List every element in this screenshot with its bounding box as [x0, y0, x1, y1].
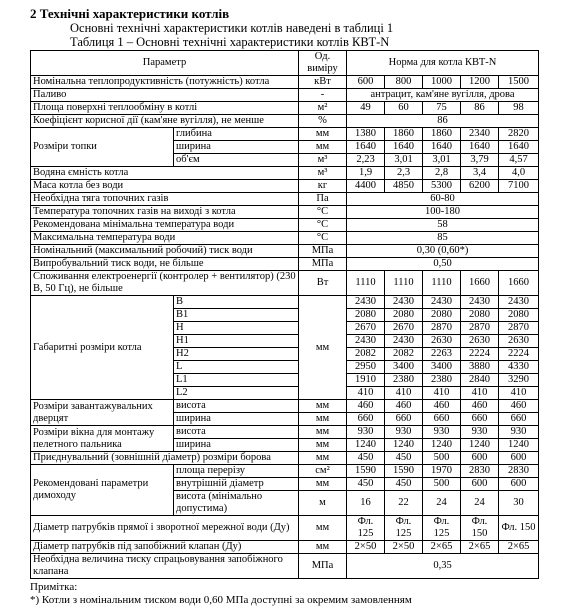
table-cell: 2430	[347, 296, 385, 309]
table-cell: 2082	[347, 348, 385, 361]
table-cell: Приєднувальний (зовнішній діаметр) розміри борова	[31, 452, 299, 465]
table-cell: 2820	[499, 128, 539, 141]
table-cell: м³	[299, 154, 347, 167]
table-cell: 16	[347, 491, 385, 516]
table-cell: 2224	[499, 348, 539, 361]
table-row	[31, 180, 539, 193]
table-row	[31, 102, 539, 115]
table-cell: 4,0	[499, 167, 539, 180]
table-cell: 1640	[347, 141, 385, 154]
table-cell: ширина	[174, 413, 299, 426]
table-cell: 4,57	[499, 154, 539, 167]
table-row	[31, 400, 539, 413]
table-cell: 3400	[423, 361, 461, 374]
table-cell: 2430	[499, 296, 539, 309]
table-cell: 2430	[347, 335, 385, 348]
table-cell: 1110	[385, 271, 423, 296]
table-cell: Рекомендовані параметри димоходу	[31, 465, 174, 516]
table-cell: 450	[385, 452, 423, 465]
table-cell: 2430	[385, 296, 423, 309]
table-cell: 1240	[347, 439, 385, 452]
table-cell: 460	[499, 400, 539, 413]
table-row	[31, 452, 539, 465]
table-cell: Коефіцієнт корисної дії (кам'яне вугілля), не менше	[31, 115, 299, 128]
table-cell: Споживання електроенергії (контролер + вентилятор) (230 В, 50 Гц), не більше	[31, 271, 299, 296]
table-cell: 1380	[347, 128, 385, 141]
table-cell: 0,30 (0,60*)	[347, 245, 539, 258]
table-cell: 1590	[385, 465, 423, 478]
table-cell: 2080	[499, 309, 539, 322]
section-heading: 2 Технічні характеристики котлів	[30, 6, 230, 21]
table-cell: 2×50	[385, 541, 423, 554]
table-cell: 2950	[347, 361, 385, 374]
table-row	[31, 219, 539, 232]
table-cell: 1590	[347, 465, 385, 478]
table-cell: Рекомендована мінімальна температура води	[31, 219, 299, 232]
table-cell: 2,3	[385, 167, 423, 180]
table-cell: 660	[423, 413, 461, 426]
table-cell: кг	[299, 180, 347, 193]
table-cell: 2×50	[347, 541, 385, 554]
table-cell: Номінальна теплопродуктивність (потужність) котла	[31, 76, 299, 89]
table-cell: B	[174, 296, 299, 309]
table-cell: 930	[423, 426, 461, 439]
table-cell: L2	[174, 387, 299, 400]
table-cell: 460	[347, 400, 385, 413]
table-cell: 2082	[385, 348, 423, 361]
table-cell: Максимальна температура води	[31, 232, 299, 245]
table-cell: 1640	[423, 141, 461, 154]
table-cell: 1240	[461, 439, 499, 452]
table-cell: B1	[174, 309, 299, 322]
table-cell: Діаметр патрубків під запобіжний клапан (Ду)	[31, 541, 299, 554]
table-cell: 2870	[423, 322, 461, 335]
table-cell: 2670	[347, 322, 385, 335]
table-cell: 0,35	[347, 554, 539, 579]
table-cell: 85	[347, 232, 539, 245]
table-cell: 86	[461, 102, 499, 115]
table-cell: м²	[299, 102, 347, 115]
table-cell: 600	[499, 478, 539, 491]
table-cell: 2630	[461, 335, 499, 348]
table-cell: 2630	[423, 335, 461, 348]
table-cell: %	[299, 115, 347, 128]
table-cell: 1,9	[347, 167, 385, 180]
table-cell: 4330	[499, 361, 539, 374]
table-cell: Паливо	[31, 89, 299, 102]
note-text: *) Котли з номінальним тиском води 0,60 МПа доступні за окремим замовленням	[30, 594, 412, 606]
table-cell: 410	[423, 387, 461, 400]
table-cell: Температура топочних газів на виході з котла	[31, 206, 299, 219]
table-cell: 2×65	[499, 541, 539, 554]
table-cell: 660	[461, 413, 499, 426]
table-cell: 1660	[499, 271, 539, 296]
table-cell: 3,01	[423, 154, 461, 167]
table-row	[31, 258, 539, 271]
table-cell: антрацит, кам'яне вугілля, дрова	[347, 89, 539, 102]
table-cell: 450	[347, 478, 385, 491]
table-row	[31, 89, 539, 102]
table-cell: 24	[461, 491, 499, 516]
table-cell: 930	[385, 426, 423, 439]
table-cell: 1640	[385, 141, 423, 154]
table-row	[31, 554, 539, 579]
table-cell: 2430	[423, 296, 461, 309]
table-cell: 1660	[461, 271, 499, 296]
table-cell: 2430	[461, 296, 499, 309]
table-cell: 2×65	[423, 541, 461, 554]
table-cell: 660	[385, 413, 423, 426]
table-cell: Фл. 125	[347, 516, 385, 541]
table-cell: 600	[347, 76, 385, 89]
table-row	[31, 296, 539, 309]
table-cell: висота (мінімально допустима)	[174, 491, 299, 516]
table-cell: 2224	[461, 348, 499, 361]
table-cell: ширина	[174, 439, 299, 452]
table-cell: 1500	[499, 76, 539, 89]
table-cell: Розміри топки	[31, 128, 174, 167]
table-cell: Фл. 150	[499, 516, 539, 541]
table-row	[31, 206, 539, 219]
table-cell: 7100	[499, 180, 539, 193]
table-cell: H1	[174, 335, 299, 348]
table-cell: Номінальний (максимальний робочий) тиск води	[31, 245, 299, 258]
table-cell: Фл. 125	[423, 516, 461, 541]
table-cell: 2263	[423, 348, 461, 361]
table-cell: 3,01	[385, 154, 423, 167]
table-cell: 930	[499, 426, 539, 439]
table-cell: 1910	[347, 374, 385, 387]
table-row	[31, 167, 539, 180]
table-row	[31, 76, 539, 89]
table-cell: 600	[461, 452, 499, 465]
table-cell: 3880	[461, 361, 499, 374]
table-cell: 49	[347, 102, 385, 115]
table-row	[31, 271, 539, 296]
table-cell: Необхідна величина тиску спрацьовування запобіжного клапана	[31, 554, 299, 579]
table-cell: об'єм	[174, 154, 299, 167]
table-cell: 410	[385, 387, 423, 400]
table-row	[31, 232, 539, 245]
table-cell: °С	[299, 219, 347, 232]
table-cell: Діаметр патрубків прямої і зворотної мережної води (Ду)	[31, 516, 299, 541]
table-cell: 460	[461, 400, 499, 413]
table-cell: ширина	[174, 141, 299, 154]
table-cell: 2080	[385, 309, 423, 322]
table-cell: Па	[299, 193, 347, 206]
table-cell: 2830	[499, 465, 539, 478]
table-row	[31, 426, 539, 439]
table-cell: кВт	[299, 76, 347, 89]
table-cell: 460	[385, 400, 423, 413]
table-cell: 1240	[423, 439, 461, 452]
table-cell: 450	[385, 478, 423, 491]
table-cell: м³	[299, 167, 347, 180]
table-cell: 2080	[461, 309, 499, 322]
table-cell: мм	[299, 413, 347, 426]
table-cell: 1860	[385, 128, 423, 141]
table-cell: 2380	[423, 374, 461, 387]
table-header-row	[31, 51, 539, 76]
table-cell: H2	[174, 348, 299, 361]
table-cell: -	[299, 89, 347, 102]
table-cell: 100-180	[347, 206, 539, 219]
table-cell: Розміри завантажувальних дверцят	[31, 400, 174, 426]
table-cell: м	[299, 491, 347, 516]
table-cell: мм	[299, 141, 347, 154]
table-cell: 1240	[385, 439, 423, 452]
table-cell: мм	[299, 452, 347, 465]
table-cell: 1000	[423, 76, 461, 89]
header-param: Параметр	[31, 51, 299, 76]
table-cell: 6200	[461, 180, 499, 193]
table-cell: МПа	[299, 554, 347, 579]
table-cell: 500	[423, 478, 461, 491]
table-row	[31, 128, 539, 141]
table-cell: 2,23	[347, 154, 385, 167]
table-row	[31, 465, 539, 478]
table-cell: мм	[299, 400, 347, 413]
table-cell: 930	[461, 426, 499, 439]
table-cell: 1860	[423, 128, 461, 141]
table-cell: 800	[385, 76, 423, 89]
table-cell: 2430	[385, 335, 423, 348]
table-cell: 1110	[423, 271, 461, 296]
table-cell: МПа	[299, 258, 347, 271]
header-unit: Од. виміру	[299, 51, 347, 76]
header-norm: Норма для котла КВТ-N	[347, 51, 539, 76]
table-cell: 60-80	[347, 193, 539, 206]
table-cell: 600	[461, 478, 499, 491]
table-cell: 2340	[461, 128, 499, 141]
table-cell: 22	[385, 491, 423, 516]
table-cell: 0,50	[347, 258, 539, 271]
table-cell: 2630	[499, 335, 539, 348]
table-cell: 3400	[385, 361, 423, 374]
table-cell: висота	[174, 426, 299, 439]
table-cell: 1970	[423, 465, 461, 478]
table-cell: 2870	[461, 322, 499, 335]
table-cell: °С	[299, 206, 347, 219]
table-row	[31, 115, 539, 128]
table-cell: 3,79	[461, 154, 499, 167]
table-cell: 1640	[499, 141, 539, 154]
table-cell: Фл. 150	[461, 516, 499, 541]
table-cell: 2×65	[461, 541, 499, 554]
table-cell: 1240	[499, 439, 539, 452]
table-cell: Фл. 125	[385, 516, 423, 541]
table-cell: площа перерізу	[174, 465, 299, 478]
table-cell: 86	[347, 115, 539, 128]
table-cell: Водяна ємність котла	[31, 167, 299, 180]
table-cell: 2380	[385, 374, 423, 387]
table-cell: мм	[299, 516, 347, 541]
table-row	[31, 516, 539, 541]
table-cell: висота	[174, 400, 299, 413]
table-row	[31, 541, 539, 554]
table-cell: 600	[499, 452, 539, 465]
table-cell: 410	[461, 387, 499, 400]
table-cell: L	[174, 361, 299, 374]
table-cell: 2870	[499, 322, 539, 335]
table-cell: мм	[299, 541, 347, 554]
table-cell: см²	[299, 465, 347, 478]
table-cell: 500	[423, 452, 461, 465]
table-cell: 75	[423, 102, 461, 115]
specs-table	[30, 50, 539, 579]
table-cell: 410	[347, 387, 385, 400]
table-cell: МПа	[299, 245, 347, 258]
table-cell: мм	[299, 478, 347, 491]
table-cell: 2080	[423, 309, 461, 322]
table-cell: Випробувальний тиск води, не більше	[31, 258, 299, 271]
table-cell: 2670	[385, 322, 423, 335]
table-cell: 1110	[347, 271, 385, 296]
table-cell: мм	[299, 128, 347, 141]
table-cell: 30	[499, 491, 539, 516]
table-cell: 60	[385, 102, 423, 115]
table-cell: Маса котла без води	[31, 180, 299, 193]
table-cell: 450	[347, 452, 385, 465]
table-cell: 930	[347, 426, 385, 439]
intro-text: Основні технічні характеристики котлів наведені в таблиці 1	[70, 21, 394, 35]
table-cell: внутрішній діаметр	[174, 478, 299, 491]
table-cell: мм	[299, 296, 347, 400]
table-cell: мм	[299, 426, 347, 439]
table-cell: Вт	[299, 271, 347, 296]
table-cell: Площа поверхні теплообміну в котлі	[31, 102, 299, 115]
table-cell: 660	[347, 413, 385, 426]
table-row	[31, 245, 539, 258]
table-cell: 410	[499, 387, 539, 400]
table-cell: °С	[299, 232, 347, 245]
table-cell: 2,8	[423, 167, 461, 180]
table-row	[31, 193, 539, 206]
table-cell: 4850	[385, 180, 423, 193]
table-cell: мм	[299, 439, 347, 452]
table-cell: 24	[423, 491, 461, 516]
table-caption: Таблиця 1 – Основні технічні характеристики котлів КВТ-N	[70, 35, 390, 49]
note-title: Примітка:	[30, 581, 78, 593]
table-cell: 5300	[423, 180, 461, 193]
table-cell: 660	[499, 413, 539, 426]
table-cell: 3,4	[461, 167, 499, 180]
table-cell: 2080	[347, 309, 385, 322]
table-cell: L1	[174, 374, 299, 387]
table-cell: 1200	[461, 76, 499, 89]
table-cell: 3290	[499, 374, 539, 387]
table-cell: 4400	[347, 180, 385, 193]
table-cell: глибина	[174, 128, 299, 141]
table-cell: 460	[423, 400, 461, 413]
table-cell: 98	[499, 102, 539, 115]
table-cell: H	[174, 322, 299, 335]
table-cell: 58	[347, 219, 539, 232]
table-cell: 2830	[461, 465, 499, 478]
table-cell: 2840	[461, 374, 499, 387]
table-cell: Розміри вікна для монтажу пелетного пальника	[31, 426, 174, 452]
table-cell: Габаритні розміри котла	[31, 296, 174, 400]
table-cell: Необхідна тяга топочних газів	[31, 193, 299, 206]
table-cell: 1640	[461, 141, 499, 154]
